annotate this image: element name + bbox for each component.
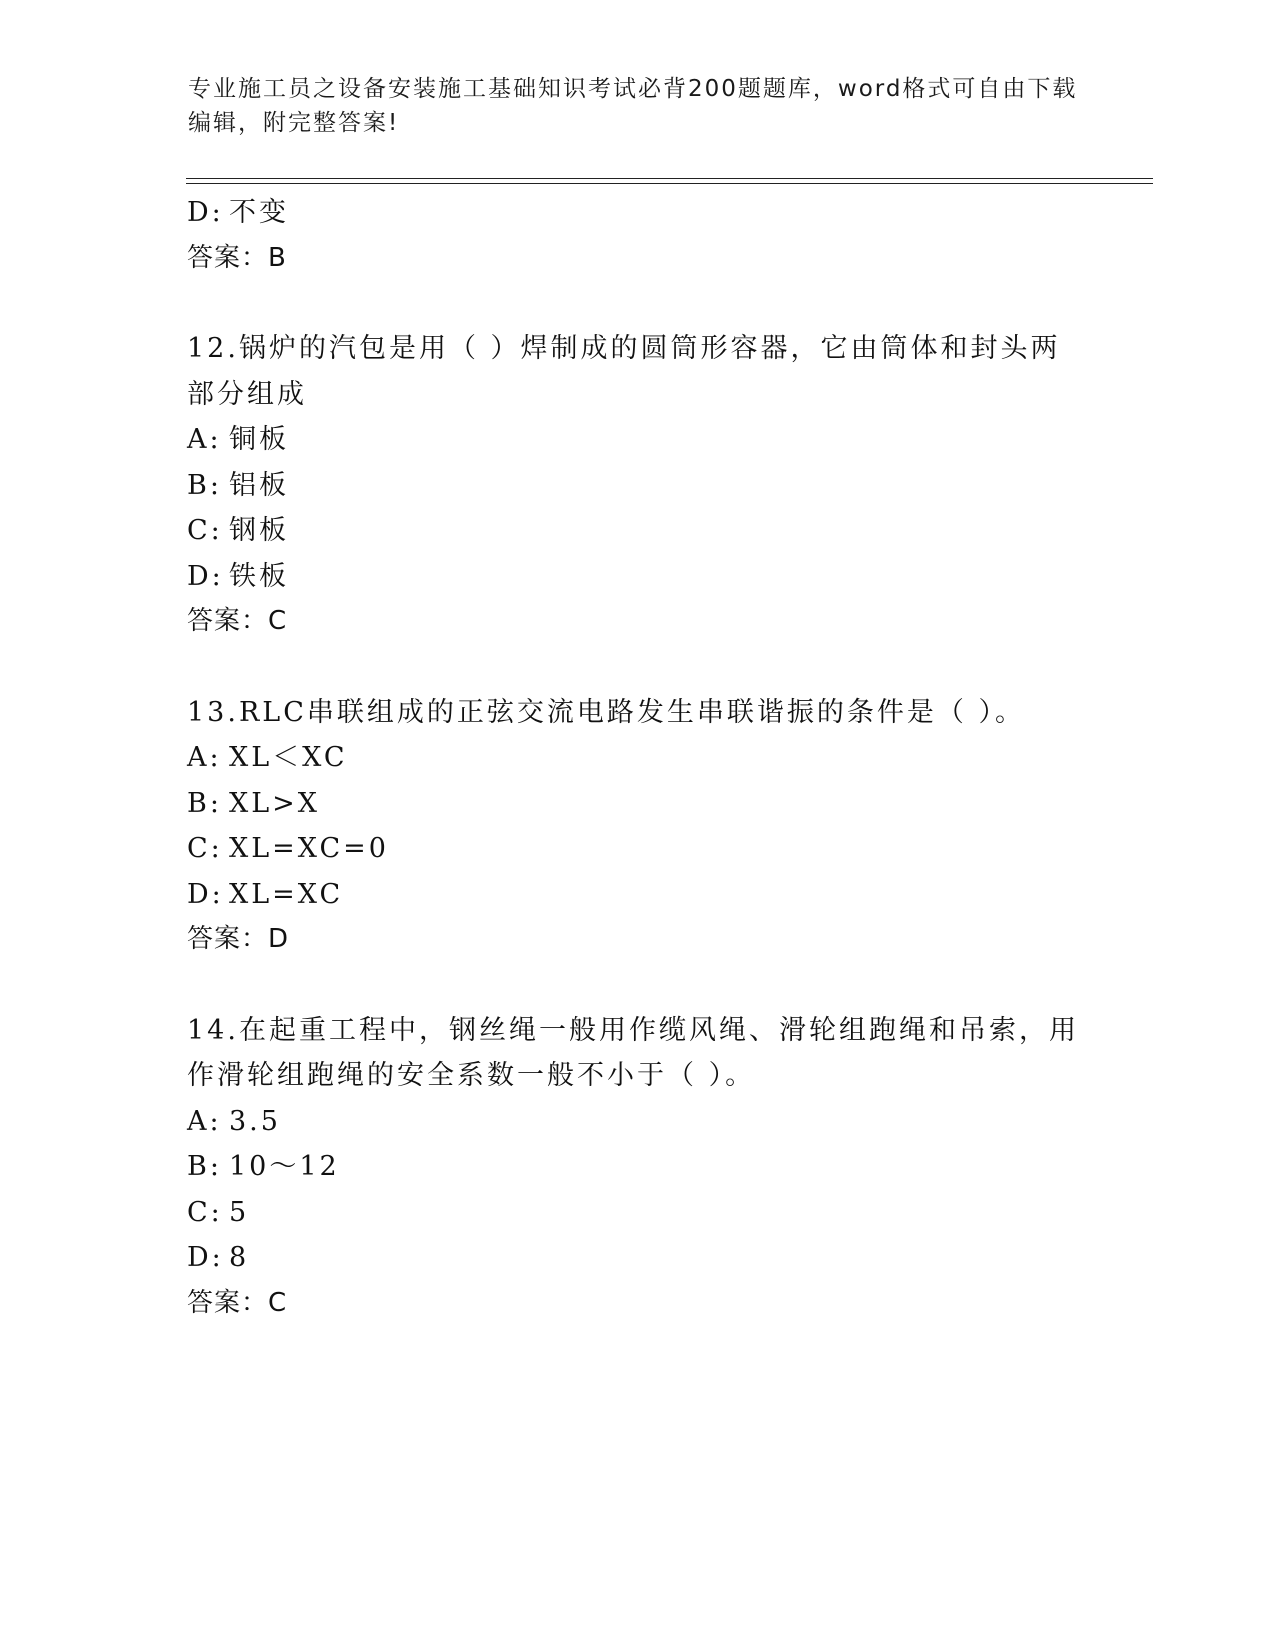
option-text: 3.5 xyxy=(229,1105,281,1137)
answer-line: 答案：C xyxy=(187,1287,288,1318)
option-d xyxy=(187,554,1087,600)
option-prefix: C: xyxy=(187,515,223,546)
option-c xyxy=(187,508,1087,554)
option-text: XL=XC xyxy=(229,878,344,910)
option-prefix: A: xyxy=(187,742,222,773)
question-13-stem: 13.RLC串联组成的正弦交流电路发生串联谐振的条件是（ ）。 xyxy=(187,696,1025,728)
option-prefix: B: xyxy=(187,787,222,819)
option-prefix: A: xyxy=(187,1105,222,1137)
option-text: 铝板 xyxy=(229,469,289,501)
question-14-stem: 14.在起重工程中，钢丝绳一般用作缆风绳、滑轮组跑绳和吊索，用作滑轮组跑绳的安全系数一般不小于（ ）。 xyxy=(187,1014,1079,1091)
option-prefix: D: xyxy=(187,560,224,592)
document-content xyxy=(187,190,1087,1326)
option-text: 铜板 xyxy=(229,424,289,455)
question-12-stem: 12.锅炉的汽包是用（ ）焊制成的圆筒形容器，它由筒体和封头两部分组成 xyxy=(187,333,1061,410)
header-double-rule xyxy=(186,178,1153,184)
option-a xyxy=(187,1099,1087,1145)
option-b xyxy=(187,1144,1087,1190)
option-prefix: B: xyxy=(187,469,222,501)
option-prefix: D: xyxy=(187,1242,224,1273)
option-c xyxy=(187,826,1087,872)
option-prefix: B: xyxy=(187,1151,222,1182)
page-header-title: 专业施工员之设备安装施工基础知识考试必背200题题库，word格式可自由下载编辑，附完整答案! xyxy=(188,76,1078,136)
answer-line: 答案：D xyxy=(187,924,290,954)
option-text: 8 xyxy=(229,1242,250,1273)
option-a xyxy=(187,735,1087,781)
option-text: 钢板 xyxy=(229,515,289,546)
option-b xyxy=(187,463,1087,509)
option-text: 5 xyxy=(229,1196,250,1228)
option-c xyxy=(187,1190,1087,1236)
option-a xyxy=(187,417,1087,463)
option-d xyxy=(187,1235,1087,1281)
option-text: 铁板 xyxy=(229,560,289,592)
option-text: 不变 xyxy=(229,197,289,228)
option-prefix: D: xyxy=(187,878,224,910)
option-prefix: D: xyxy=(187,197,224,228)
option-text: 10～12 xyxy=(229,1151,340,1182)
option-prefix: A: xyxy=(187,424,222,455)
option-text: XL=XC=0 xyxy=(229,833,389,864)
option-b xyxy=(187,781,1087,827)
option-text: XL>X xyxy=(229,787,320,819)
answer-line: 答案：B xyxy=(187,242,287,273)
option-d xyxy=(187,190,1087,236)
option-prefix: C: xyxy=(187,833,223,864)
option-d xyxy=(187,872,1087,918)
option-text: XL＜XC xyxy=(229,742,348,773)
answer-line: 答案：C xyxy=(187,606,288,636)
option-prefix: C: xyxy=(187,1196,223,1228)
